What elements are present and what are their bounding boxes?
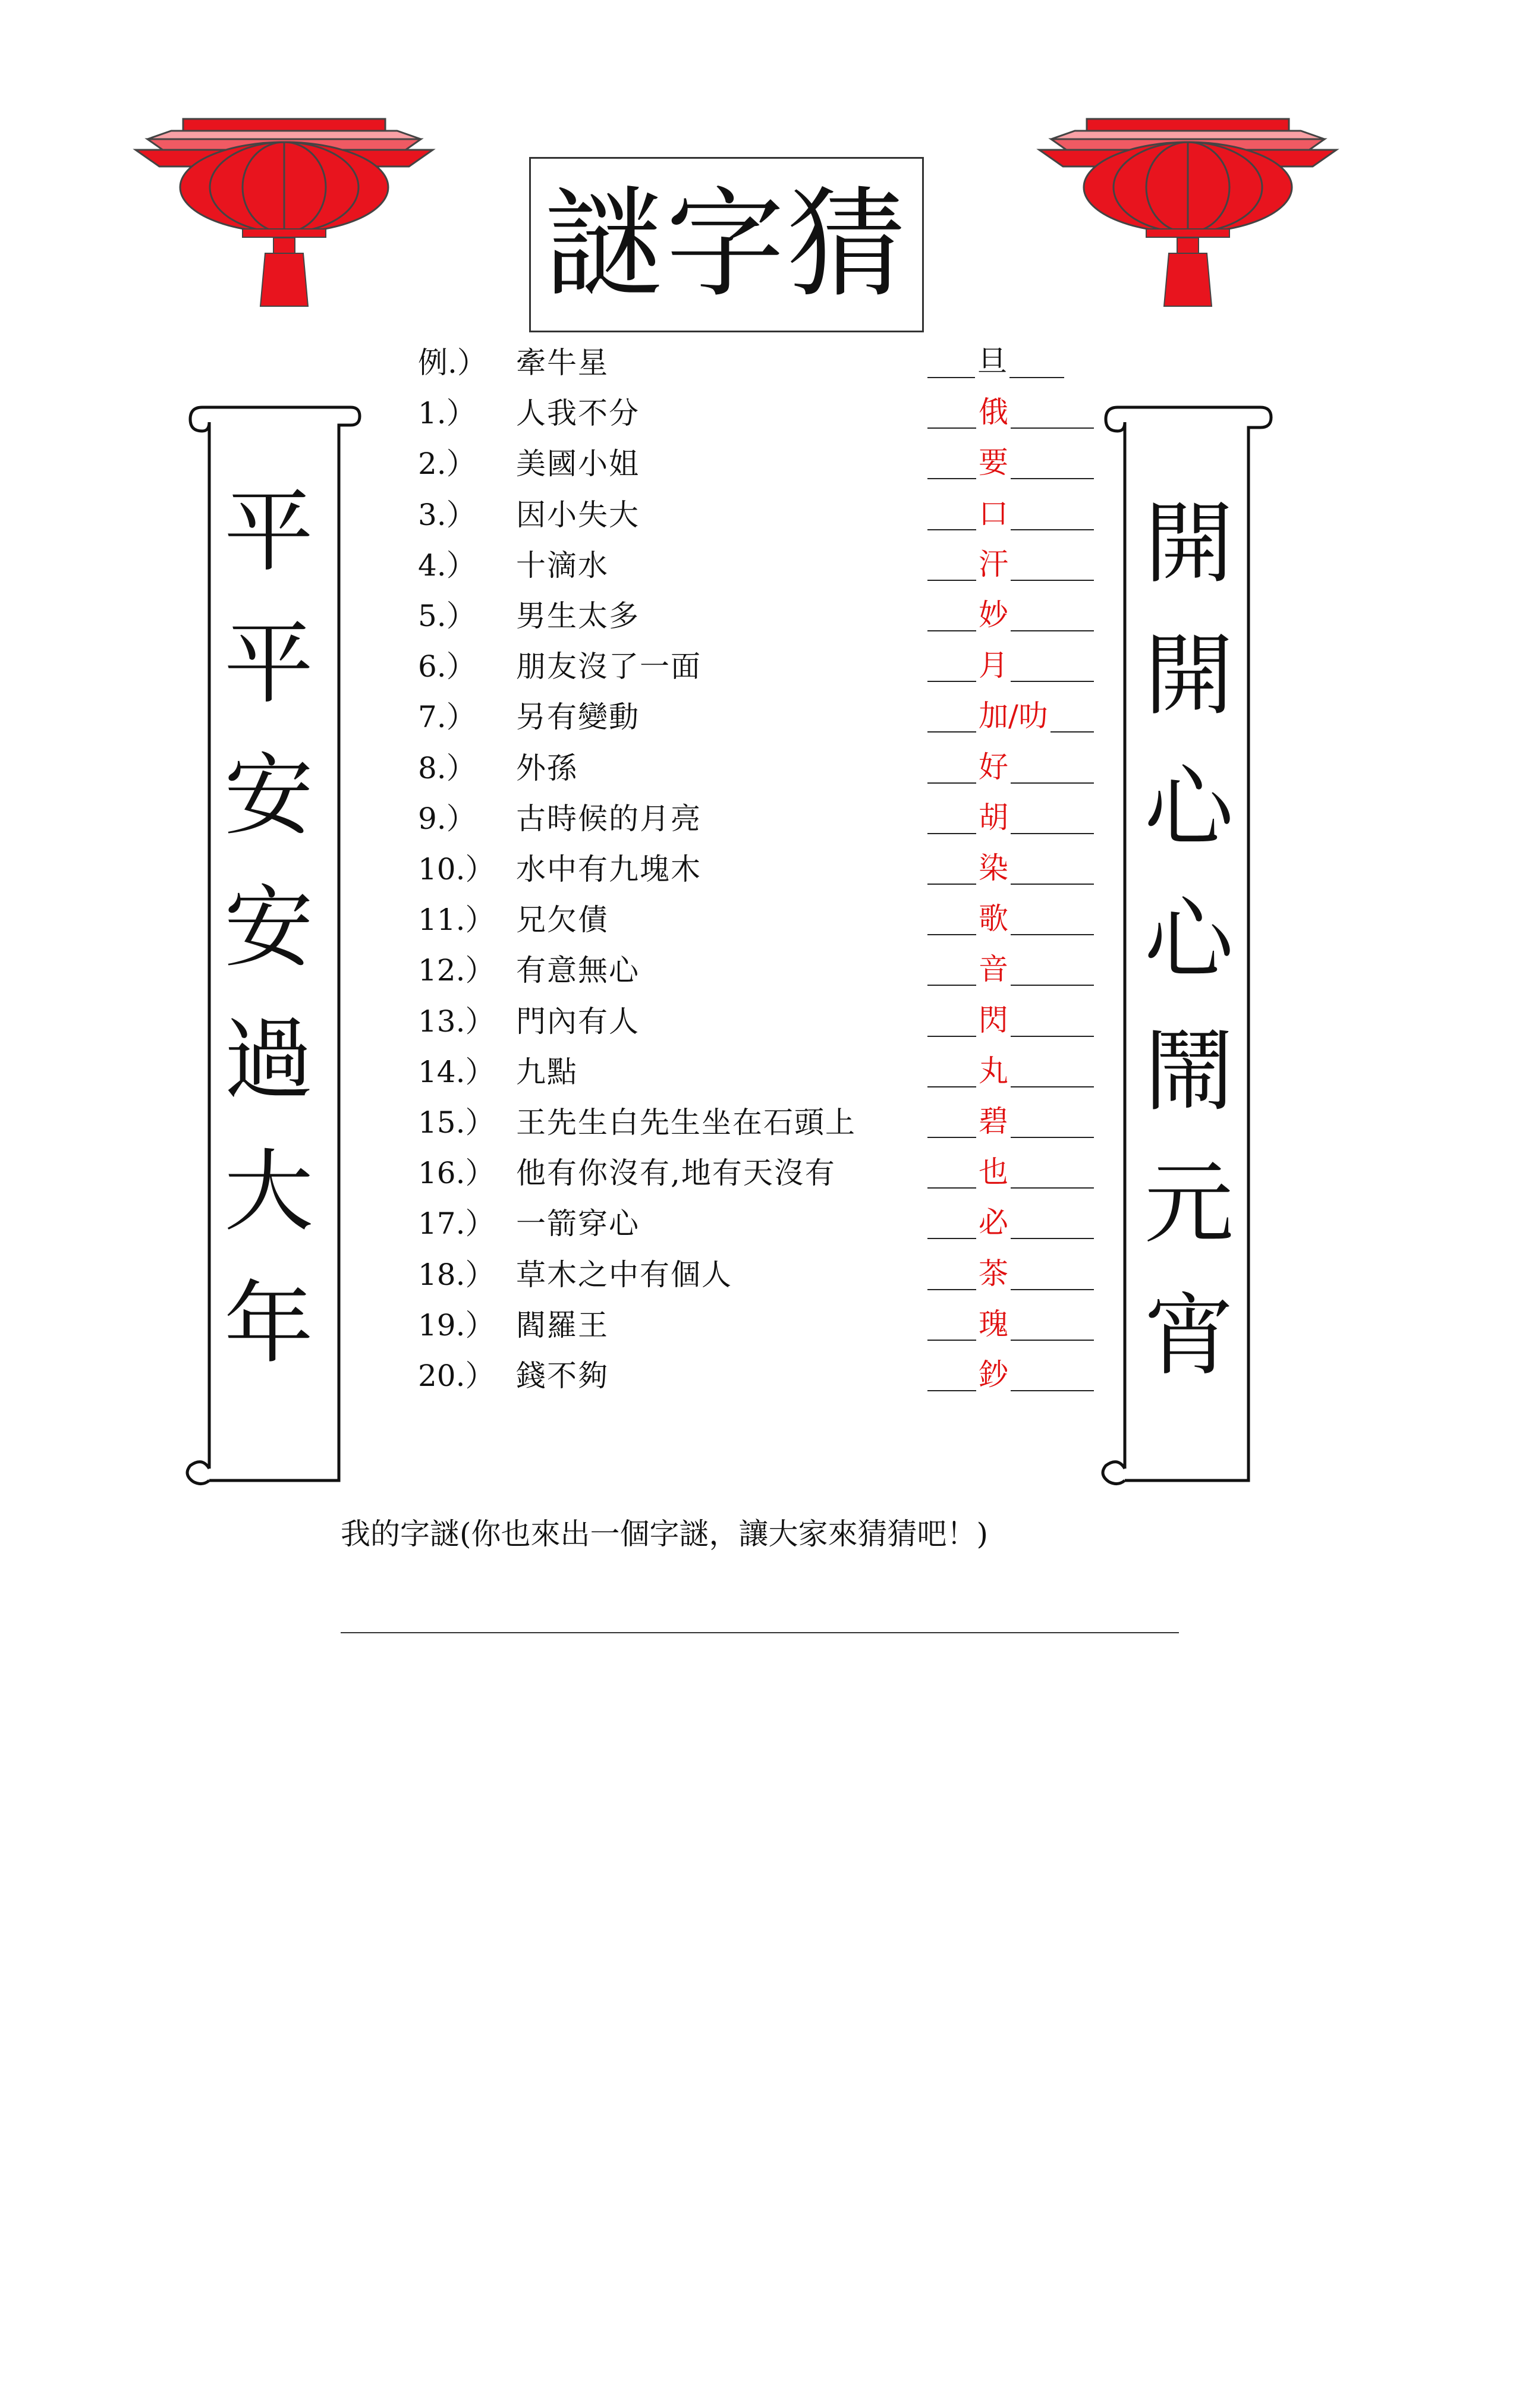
answer-underline bbox=[927, 1289, 1094, 1290]
answer-underline bbox=[927, 985, 1094, 986]
left-couplet bbox=[221, 480, 316, 1412]
riddle-number: 9.） bbox=[418, 801, 476, 836]
my-riddle-prompt: 我的字謎(你也來出一個字謎，讓大家來猜猜吧！) bbox=[341, 1517, 989, 1551]
riddle-answer: 鈔 bbox=[976, 1352, 1011, 1397]
couplet-char: 安 bbox=[224, 876, 313, 980]
riddle-number: 18.） bbox=[418, 1257, 495, 1292]
couplet-char: 元 bbox=[1144, 1152, 1234, 1256]
riddle-question: 十滴水 bbox=[516, 548, 609, 583]
answer-underline bbox=[927, 529, 1094, 530]
couplet-char: 年 bbox=[224, 1272, 313, 1376]
riddle-question: 草木之中有個人 bbox=[516, 1257, 732, 1292]
riddle-question: 有意無心 bbox=[516, 953, 640, 988]
couplet-char: 大 bbox=[224, 1140, 313, 1244]
riddle-question: 牽牛星 bbox=[516, 345, 609, 380]
answer-underline bbox=[927, 833, 1094, 834]
answer-underline bbox=[927, 1187, 1094, 1189]
couplet-char: 開 bbox=[1144, 624, 1234, 728]
riddle-answer: 染 bbox=[976, 845, 1011, 891]
riddle-answer-field[interactable] bbox=[927, 693, 1094, 741]
answer-underline bbox=[927, 884, 1094, 885]
riddle-answer-field[interactable] bbox=[927, 440, 1094, 488]
riddle-number: 1.） bbox=[418, 396, 476, 431]
riddle-question: 水中有九塊木 bbox=[516, 852, 702, 887]
answer-underline bbox=[927, 1137, 1094, 1138]
riddle-number: 3.） bbox=[418, 497, 476, 532]
riddle-answer-field[interactable] bbox=[927, 389, 1094, 437]
riddle-number: 11.） bbox=[418, 903, 495, 938]
riddle-answer-field[interactable] bbox=[927, 998, 1094, 1045]
riddle-answer-field[interactable] bbox=[927, 542, 1094, 589]
riddle-answer: 口 bbox=[976, 491, 1011, 536]
riddle-number: 7.） bbox=[418, 700, 476, 735]
couplet-char: 心 bbox=[1144, 888, 1234, 992]
riddle-answer: 加/叻 bbox=[976, 693, 1050, 738]
riddle-question: 錢不夠 bbox=[516, 1359, 609, 1393]
riddle-answer: 必 bbox=[976, 1200, 1011, 1245]
riddle-answer-field[interactable] bbox=[927, 947, 1094, 994]
riddle-number: 12.） bbox=[418, 953, 495, 988]
lantern-left-icon bbox=[130, 113, 439, 315]
answer-underline bbox=[927, 1238, 1094, 1239]
riddle-number: 20.） bbox=[418, 1359, 495, 1393]
couplet-char: 平 bbox=[224, 480, 313, 584]
riddle-answer: 俄 bbox=[976, 389, 1011, 435]
riddle-number: 5.） bbox=[418, 599, 476, 633]
answer-underline bbox=[927, 427, 1094, 429]
riddle-question: 朋友沒了一面 bbox=[516, 649, 702, 684]
riddle-answer: 瑰 bbox=[976, 1302, 1011, 1347]
riddle-question: 兄欠債 bbox=[516, 903, 609, 938]
answer-underline bbox=[927, 630, 1094, 631]
page-title: 謎字猜 bbox=[529, 157, 924, 332]
riddle-answer-field[interactable] bbox=[927, 744, 1094, 792]
riddle-question: 古時候的月亮 bbox=[516, 801, 702, 836]
riddle-number: 13.） bbox=[418, 1004, 495, 1039]
riddle-answer: 妙 bbox=[976, 592, 1011, 637]
answer-underline bbox=[927, 1086, 1094, 1087]
riddle-question: 美國小姐 bbox=[516, 447, 640, 482]
riddle-number: 6.） bbox=[418, 649, 476, 684]
riddle-answer: 碧 bbox=[976, 1099, 1011, 1144]
riddle-answer-field[interactable] bbox=[927, 592, 1094, 640]
answer-blank-line[interactable] bbox=[341, 1632, 1179, 1633]
lantern-right-icon bbox=[1033, 113, 1342, 315]
riddle-number: 17.） bbox=[418, 1206, 495, 1241]
riddle-number: 15.） bbox=[418, 1105, 495, 1140]
riddle-number: 2.） bbox=[418, 447, 476, 482]
couplet-char: 平 bbox=[224, 612, 313, 716]
riddle-answer: 旦 bbox=[975, 339, 1009, 384]
riddle-answer-field[interactable] bbox=[927, 795, 1094, 843]
right-couplet bbox=[1141, 492, 1237, 1423]
riddle-number: 14.） bbox=[418, 1054, 495, 1089]
riddle-answer: 閃 bbox=[976, 998, 1011, 1043]
riddle-number: 例.） bbox=[418, 345, 487, 380]
riddle-answer: 茶 bbox=[976, 1251, 1011, 1296]
riddle-question: 人我不分 bbox=[516, 396, 640, 431]
answer-underline bbox=[927, 782, 1094, 784]
couplet-char: 鬧 bbox=[1144, 1020, 1234, 1124]
riddle-number: 4.） bbox=[418, 548, 476, 583]
riddle-answer-field[interactable] bbox=[927, 1149, 1094, 1197]
riddle-answer: 汗 bbox=[976, 542, 1011, 587]
couplet-char: 過 bbox=[224, 1008, 313, 1112]
riddle-answer-field[interactable] bbox=[927, 845, 1094, 893]
riddle-number: 8.） bbox=[418, 750, 476, 785]
riddle-answer: 要 bbox=[976, 440, 1011, 485]
riddle-number: 16.） bbox=[418, 1156, 495, 1191]
riddle-answer: 胡 bbox=[976, 795, 1011, 840]
couplet-char: 宵 bbox=[1144, 1284, 1234, 1388]
riddle-answer-field[interactable] bbox=[927, 339, 1064, 386]
answer-underline bbox=[927, 478, 1094, 479]
riddle-question: 另有變動 bbox=[516, 700, 640, 735]
riddle-question: 男生太多 bbox=[516, 599, 640, 633]
answer-underline bbox=[927, 1340, 1094, 1341]
riddle-answer-field[interactable] bbox=[927, 1302, 1094, 1349]
answer-underline bbox=[927, 934, 1094, 935]
riddle-answer-field[interactable] bbox=[927, 1251, 1094, 1299]
riddle-answer-field[interactable] bbox=[927, 896, 1094, 944]
riddle-answer: 好 bbox=[976, 744, 1011, 790]
riddle-question: 王先生白先生坐在石頭上 bbox=[516, 1105, 856, 1140]
couplet-char: 心 bbox=[1144, 756, 1234, 860]
riddle-answer-field[interactable] bbox=[927, 1048, 1094, 1096]
riddle-question: 外孫 bbox=[516, 750, 578, 785]
riddle-answer-field[interactable] bbox=[927, 1099, 1094, 1146]
riddle-number: 19.） bbox=[418, 1307, 495, 1343]
riddle-answer: 也 bbox=[976, 1149, 1011, 1194]
riddle-answer: 月 bbox=[976, 643, 1011, 688]
riddle-answer-field[interactable] bbox=[927, 643, 1094, 690]
riddle-question: 九點 bbox=[516, 1054, 578, 1089]
answer-underline bbox=[927, 1036, 1094, 1037]
riddle-question: 一箭穿心 bbox=[516, 1206, 640, 1241]
riddle-question: 因小失大 bbox=[516, 497, 640, 532]
answer-underline bbox=[927, 1390, 1094, 1391]
couplet-char: 開 bbox=[1144, 492, 1234, 596]
riddle-answer: 音 bbox=[976, 947, 1011, 992]
riddle-answer-field[interactable] bbox=[927, 1352, 1094, 1400]
riddle-answer: 歌 bbox=[976, 896, 1011, 941]
riddle-number: 10.） bbox=[418, 852, 495, 887]
riddle-answer-field[interactable] bbox=[927, 1200, 1094, 1247]
couplet-char: 安 bbox=[224, 744, 313, 848]
riddle-answer: 丸 bbox=[976, 1048, 1011, 1093]
riddle-question: 他有你沒有,地有天沒有 bbox=[516, 1156, 836, 1191]
riddle-answer-field[interactable] bbox=[927, 491, 1094, 539]
riddle-question: 門內有人 bbox=[516, 1004, 640, 1039]
answer-underline bbox=[927, 681, 1094, 682]
answer-underline bbox=[927, 580, 1094, 581]
riddle-question: 閻羅王 bbox=[516, 1307, 609, 1343]
